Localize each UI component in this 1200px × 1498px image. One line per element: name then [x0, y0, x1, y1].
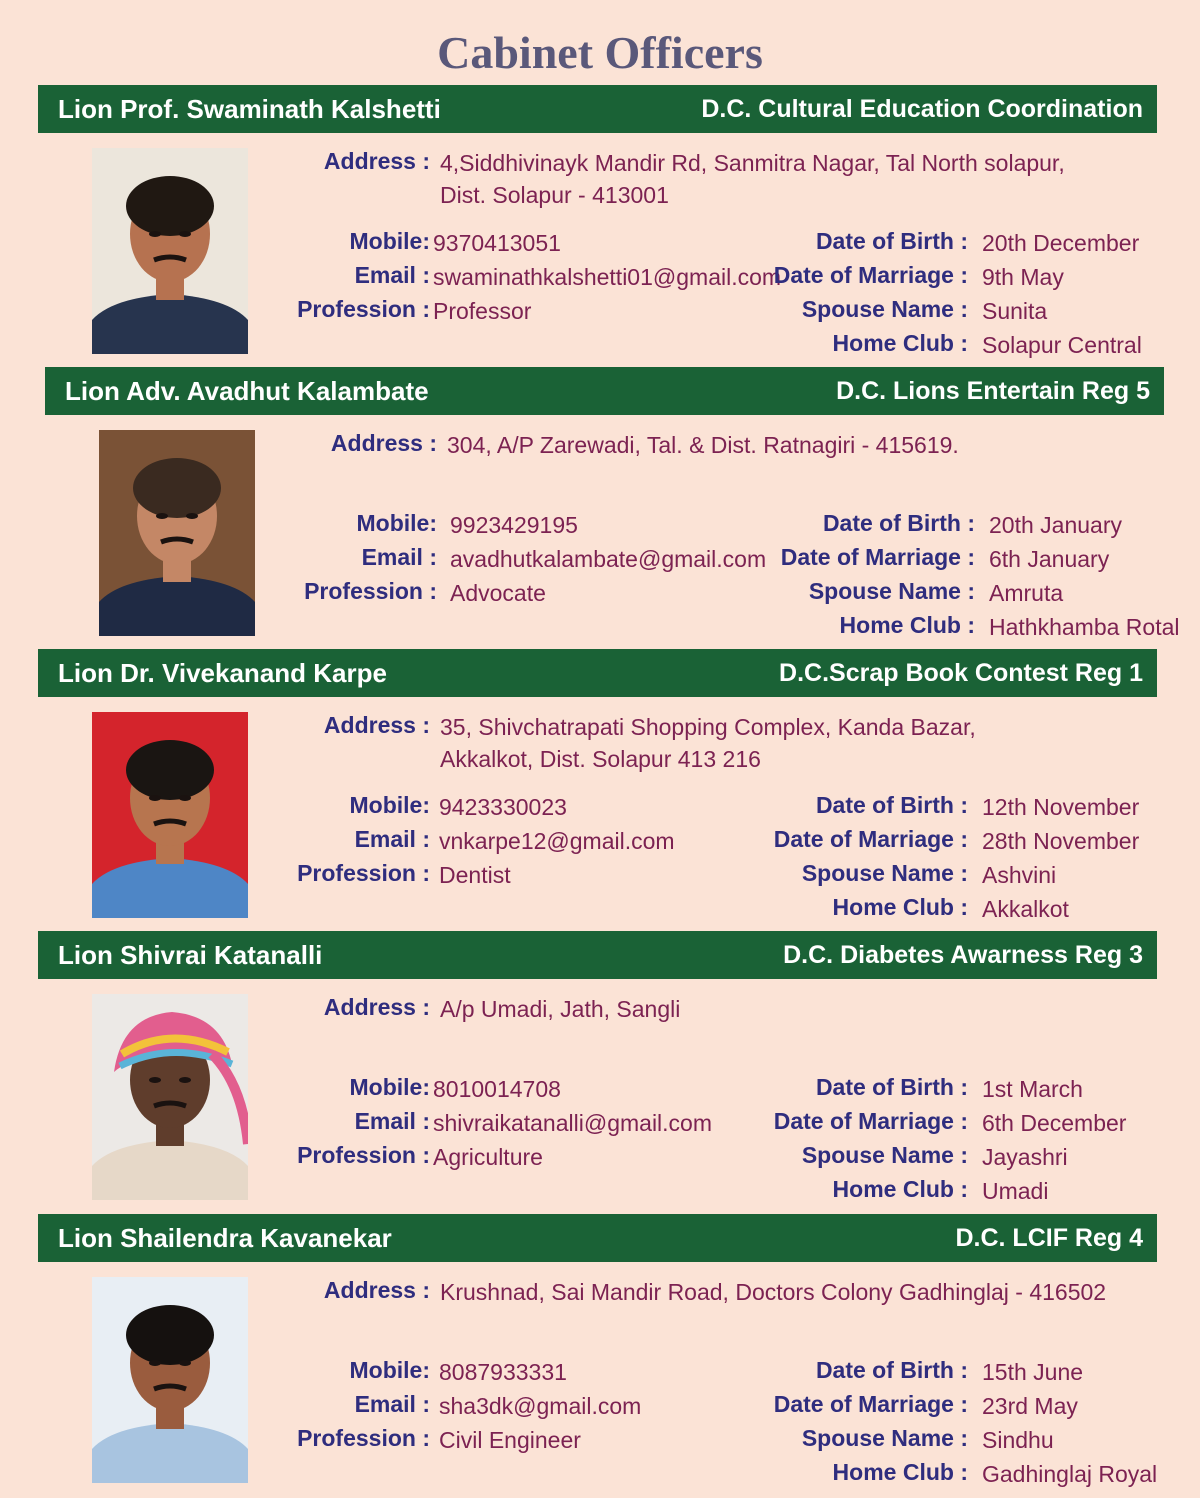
officer-role: D.C. Diabetes Awarness Reg 3 [783, 941, 1143, 969]
dom-label: Date of Marriage : [773, 262, 968, 288]
mobile-value: 9423330023 [439, 794, 567, 820]
email-value: avadhutkalambate@gmail.com [450, 546, 767, 572]
address-label: Address : [330, 430, 437, 456]
dom-value: 23rd May [982, 1393, 1078, 1419]
dom-label: Date of Marriage : [773, 1108, 968, 1134]
email-label: Email : [354, 1391, 430, 1417]
officer-name: Lion Shivrai Katanalli [58, 940, 323, 970]
home-club-value: Gadhinglaj Royal [982, 1461, 1158, 1487]
dom-value: 6th December [982, 1110, 1127, 1136]
email-label: Email : [361, 544, 437, 570]
address-value: 304, A/P Zarewadi, Tal. & Dist. Ratnagiri - 415619. [447, 432, 959, 458]
profession-label: Profession : [297, 1142, 430, 1168]
address-label: Address : [323, 148, 430, 174]
page-title: Cabinet Officers [437, 27, 763, 78]
officer-card [0, 649, 1200, 931]
email-value: vnkarpe12@gmail.com [439, 828, 675, 854]
dob-label: Date of Birth : [815, 1074, 968, 1100]
address-value: 4,Siddhivinayk Mandir Rd, Sanmitra Nagar, Tal North solapur, [440, 150, 1065, 176]
address-value: Krushnad, Sai Mandir Road, Doctors Colony Gadhinglaj - 416502 [440, 1279, 1107, 1305]
profession-label: Profession : [297, 860, 430, 886]
officer-name: Lion Adv. Avadhut Kalambate [65, 376, 429, 406]
email-value: shivraikatanalli@gmail.com [433, 1110, 712, 1136]
spouse-value: Sunita [982, 298, 1048, 324]
mobile-label: Mobile: [349, 228, 430, 254]
officer-header-bar [38, 85, 1157, 133]
mobile-label: Mobile: [356, 510, 437, 536]
dob-label: Date of Birth : [815, 1357, 968, 1383]
officer-role: D.C. Cultural Education Coordination [701, 95, 1143, 123]
dom-label: Date of Marriage : [773, 826, 968, 852]
home-club-label: Home Club : [832, 1459, 968, 1485]
officer-header-bar [45, 367, 1164, 415]
dom-value: 28th November [982, 828, 1140, 854]
dob-label: Date of Birth : [822, 510, 975, 536]
home-club-label: Home Club : [832, 330, 968, 356]
officer-card [0, 367, 1200, 649]
dom-label: Date of Marriage : [773, 1391, 968, 1417]
dob-value: 20th December [982, 230, 1140, 256]
mobile-label: Mobile: [349, 792, 430, 818]
officer-name: Lion Prof. Swaminath Kalshetti [58, 94, 441, 124]
address-value: A/p Umadi, Jath, Sangli [440, 996, 681, 1022]
spouse-value: Sindhu [982, 1427, 1054, 1453]
spouse-label: Spouse Name : [801, 1142, 968, 1168]
officer-header-bar [38, 931, 1157, 979]
profession-value: Advocate [450, 580, 546, 606]
mobile-value: 9370413051 [433, 230, 561, 256]
profession-value: Professor [433, 298, 532, 324]
dob-value: 1st March [982, 1076, 1083, 1102]
address-value-line2: Dist. Solapur - 413001 [440, 182, 669, 208]
dob-value: 12th November [982, 794, 1140, 820]
officer-card [0, 1214, 1200, 1496]
home-club-label: Home Club : [839, 612, 975, 638]
address-label: Address : [323, 994, 430, 1020]
dob-label: Date of Birth : [815, 228, 968, 254]
mobile-value: 8010014708 [433, 1076, 561, 1102]
dob-value: 15th June [982, 1359, 1084, 1385]
home-club-value: Akkalkot [982, 896, 1069, 922]
officer-card [0, 931, 1200, 1213]
profession-label: Profession : [297, 1425, 430, 1451]
email-value: sha3dk@gmail.com [439, 1393, 642, 1419]
profession-label: Profession : [297, 296, 430, 322]
profession-label: Profession : [304, 578, 437, 604]
spouse-value: Ashvini [982, 862, 1057, 888]
home-club-label: Home Club : [832, 1176, 968, 1202]
profession-value: Agriculture [433, 1144, 543, 1170]
email-value: swaminathkalshetti01@gmail.com [433, 264, 782, 290]
officer-name: Lion Shailendra Kavanekar [58, 1223, 392, 1253]
spouse-label: Spouse Name : [801, 296, 968, 322]
dom-label: Date of Marriage : [780, 544, 975, 570]
home-club-value: Solapur Central [982, 332, 1142, 358]
email-label: Email : [354, 262, 430, 288]
email-label: Email : [354, 826, 430, 852]
address-value: 35, Shivchatrapati Shopping Complex, Kanda Bazar, [440, 714, 976, 740]
profession-value: Dentist [439, 862, 511, 888]
spouse-label: Spouse Name : [801, 860, 968, 886]
officer-header-bar [38, 1214, 1157, 1262]
address-label: Address : [323, 1277, 430, 1303]
dom-value: 6th January [989, 546, 1110, 572]
spouse-value: Amruta [989, 580, 1064, 606]
email-label: Email : [354, 1108, 430, 1134]
home-club-value: Umadi [982, 1178, 1049, 1204]
officer-role: D.C.Scrap Book Contest Reg 1 [779, 659, 1143, 687]
spouse-label: Spouse Name : [808, 578, 975, 604]
dob-value: 20th January [989, 512, 1122, 538]
officer-role: D.C. Lions Entertain Reg 5 [836, 377, 1150, 405]
mobile-label: Mobile: [349, 1074, 430, 1100]
home-club-label: Home Club : [832, 894, 968, 920]
officer-header-bar [38, 649, 1157, 697]
officer-card [0, 85, 1200, 367]
officer-role: D.C. LCIF Reg 4 [955, 1224, 1143, 1252]
address-label: Address : [323, 712, 430, 738]
spouse-label: Spouse Name : [801, 1425, 968, 1451]
dob-label: Date of Birth : [815, 792, 968, 818]
officer-name: Lion Dr. Vivekanand Karpe [58, 658, 387, 688]
address-value-line2: Akkalkot, Dist. Solapur 413 216 [440, 746, 761, 772]
mobile-value: 9923429195 [450, 512, 578, 538]
home-club-value: Hathkhamba Rotal [989, 614, 1180, 640]
profession-value: Civil Engineer [439, 1427, 581, 1453]
mobile-value: 8087933331 [439, 1359, 567, 1385]
mobile-label: Mobile: [349, 1357, 430, 1383]
spouse-value: Jayashri [982, 1144, 1068, 1170]
dom-value: 9th May [982, 264, 1064, 290]
